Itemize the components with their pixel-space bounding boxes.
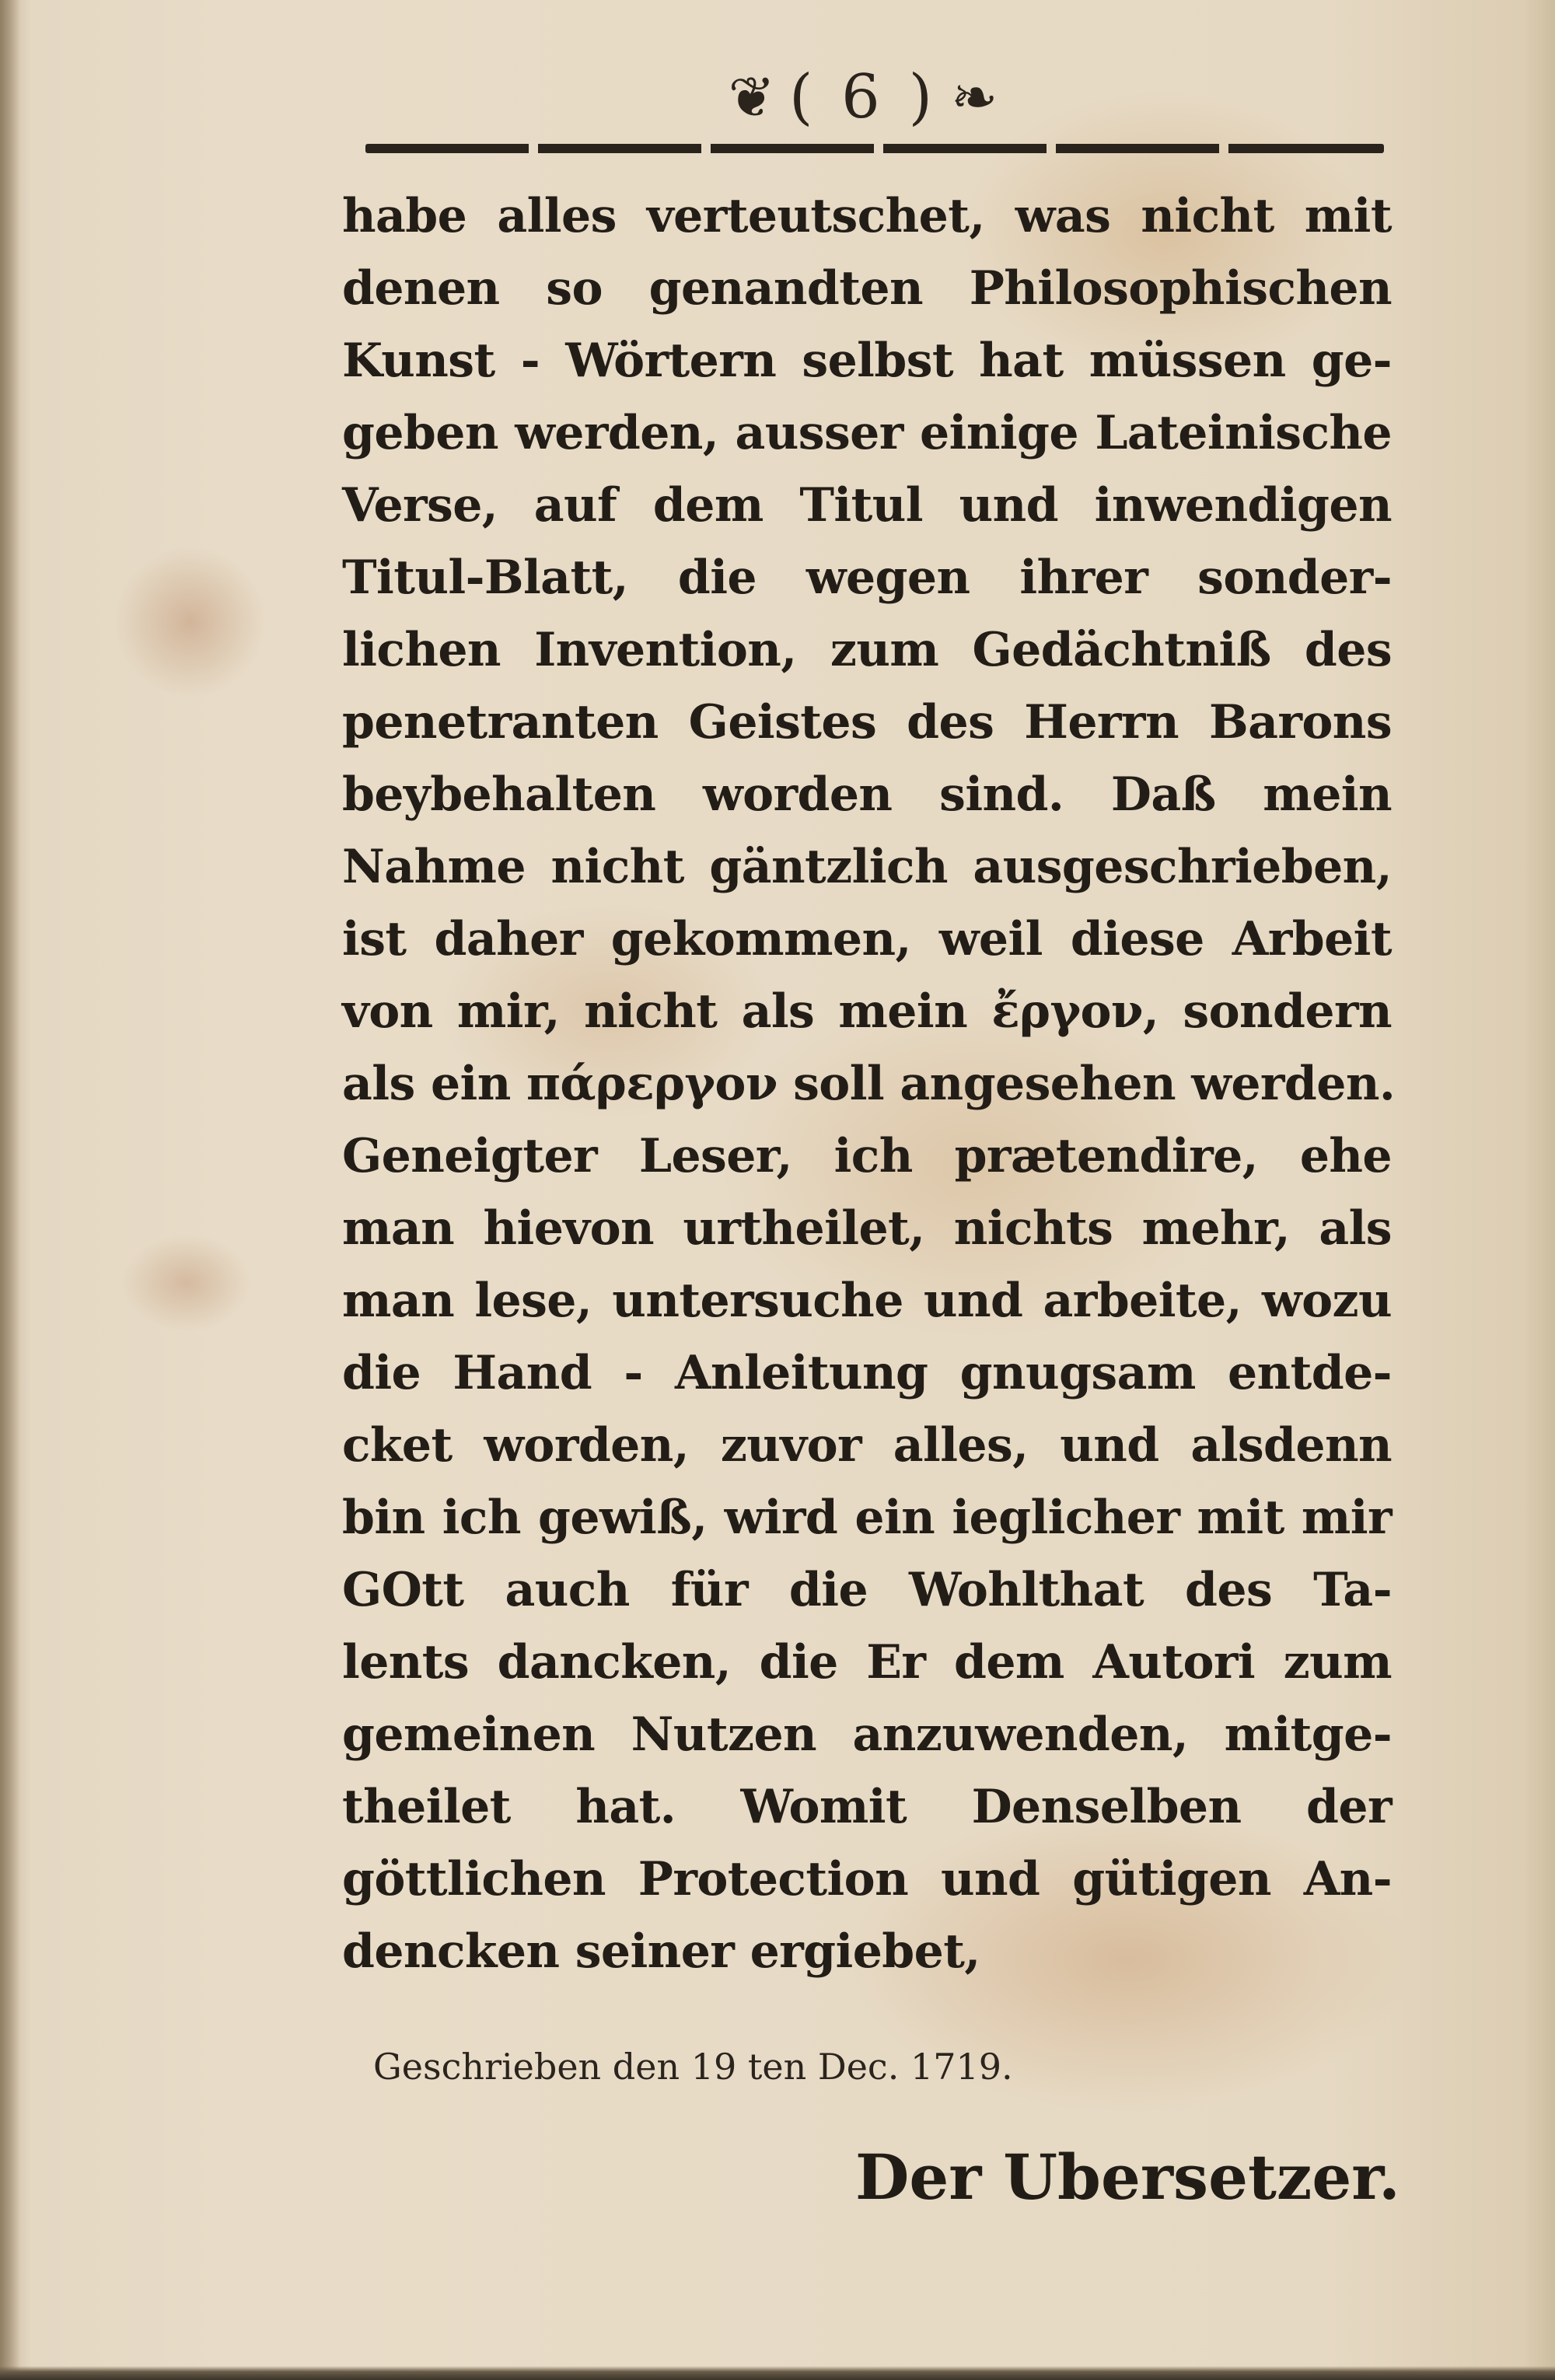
text-line: geben werden, ausser einige Lateinische bbox=[342, 406, 1392, 460]
left-ornament-icon: ❦ bbox=[728, 65, 775, 130]
text-line: Kunst - Wörtern selbst hat müssen ge- bbox=[342, 334, 1392, 388]
text-line: Geneigter Leser, ich prætendire, ehe bbox=[342, 1129, 1392, 1183]
header-rule bbox=[365, 144, 1384, 153]
text-line: lents dancken, die Er dem Autori zum bbox=[342, 1635, 1392, 1690]
text-line: Titul-Blatt, die wegen ihrer sonder- bbox=[342, 550, 1392, 605]
text-line: lichen Invention, zum Gedächtniß des bbox=[342, 623, 1392, 677]
text-line: GOtt auch für die Wohlthat des Ta- bbox=[342, 1563, 1392, 1617]
right-ornament-icon: ❧ bbox=[951, 65, 998, 130]
text-line: von mir, nicht als mein ἔργον, sondern bbox=[342, 984, 1392, 1039]
gutter-shadow bbox=[0, 0, 20, 2380]
text-line: penetranten Geistes des Herrn Barons bbox=[342, 695, 1392, 750]
body-text bbox=[342, 180, 1396, 2062]
text-line: man hievon urtheilet, nichts mehr, als bbox=[342, 1201, 1392, 1256]
text-line: man lese, untersuche und arbeite, wozu bbox=[342, 1274, 1392, 1328]
text-line: ist daher gekommen, weil diese Arbeit bbox=[342, 912, 1392, 966]
text-line: beybehalten worden sind. Daß mein bbox=[342, 767, 1392, 822]
text-line: dencken seiner ergiebet, bbox=[342, 1924, 980, 1979]
text-line: habe alles verteutschet, was nicht mit bbox=[342, 189, 1392, 243]
text-line: bin ich gewiß, wird ein ieglicher mit mir bbox=[342, 1491, 1392, 1545]
page-header bbox=[661, 54, 1065, 140]
text-line: die Hand - Anleitung gnugsam entde- bbox=[342, 1346, 1392, 1400]
text-line: als ein πάρεργον soll angesehen werden. bbox=[342, 1057, 1396, 1111]
text-line: göttlichen Protection und gütigen An- bbox=[342, 1852, 1392, 1906]
text-line: Verse, auf dem Titul und inwendigen bbox=[342, 478, 1392, 533]
text-line: Nahme nicht gäntzlich ausgeschrieben, bbox=[342, 840, 1392, 894]
text-line: cket worden, zuvor alles, und alsdenn bbox=[342, 1418, 1392, 1473]
text-line: gemeinen Nutzen anzuwenden, mitge- bbox=[342, 1707, 1392, 1762]
page-number: ( 6 ) bbox=[788, 62, 938, 132]
text-line: theilet hat. Womit Denselben der bbox=[342, 1780, 1392, 1834]
signature: Der Ubersetzer. bbox=[855, 2141, 1400, 2214]
page-bottom-edge bbox=[0, 2366, 1555, 2380]
dateline: Geschrieben den 19 ten Dec. 1719. bbox=[373, 2046, 1013, 2088]
text-line: denen so genandten Philosophischen bbox=[342, 261, 1392, 316]
